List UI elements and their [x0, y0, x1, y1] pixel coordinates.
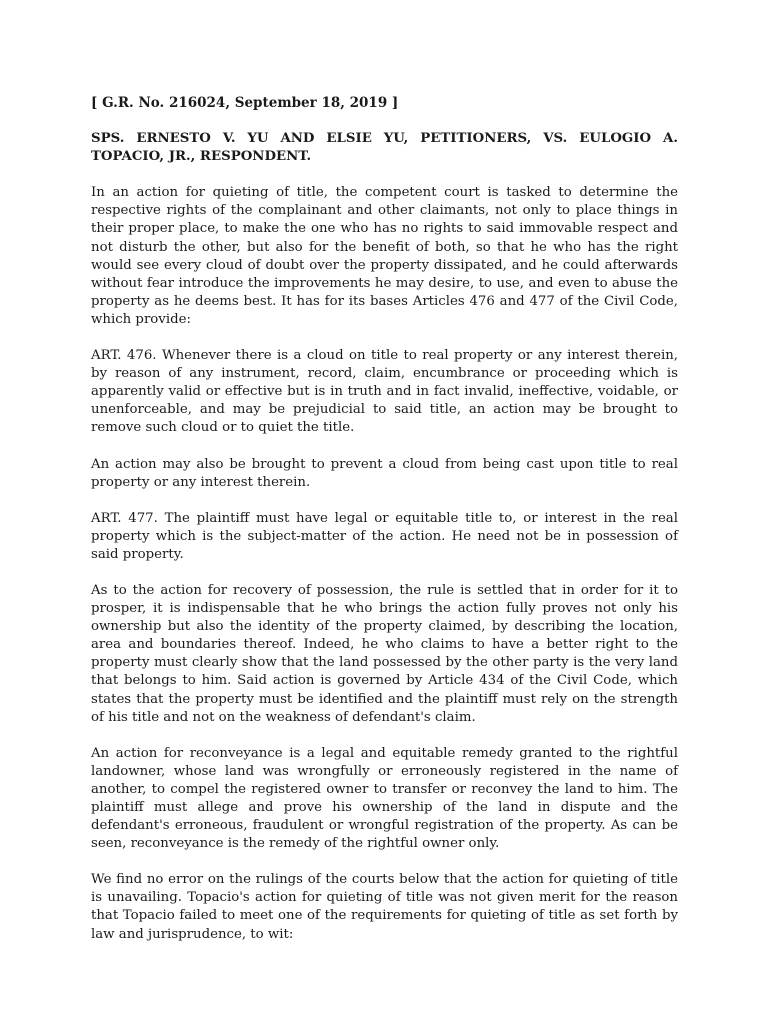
case-number: [ G.R. No. 216024, September 18, 2019 ]	[91, 95, 399, 111]
paragraph-ruling: We find no error on the rulings of the courts below that the action for quieting of title is unavailing. Topacio's action for quieting of title was not given merit for the reason that Topacio failed to meet one of the requirements for quieting of title as set forth by law and jurisprudence, to wit:	[91, 872, 678, 942]
paragraph-art-477: ART. 477. The plaintiff must have legal or equitable title to, or interest in the real property which is the subject-matter of the action. He need not be in possession of said property.	[91, 510, 678, 562]
paragraph-prevent-cloud: An action may also be brought to prevent a cloud from being cast upon title to real property or any interest therein.	[91, 456, 678, 490]
case-parties: SPS. ERNESTO V. YU AND ELSIE YU, PETITIONERS, VS. EULOGIO A. TOPACIO, JR., RESPONDENT.	[91, 131, 678, 165]
paragraph-art-476: ART. 476. Whenever there is a cloud on title to real property or any interest therein, by reason of any instrument, record, claim, encumbrance or proceeding which is apparently valid or effective but is in truth and in fact invalid, ineffective, voidable, or unenforceable, and may be prejudicial to said title, an action may be brought to remove such cloud or to quiet the title.	[91, 348, 678, 436]
paragraph-quieting-title-intro: In an action for quieting of title, the competent court is tasked to determine the respective rights of the complainant and other claimants, not only to place things in their proper place, to make the one who has no rights to said immovable respect and not disturb the other, but also for the benefit of both, so that he who has the right would see every cloud of doubt over the property dissipated, and he could afterwards without fear introduce the improvements he may desire, to use, and even to abuse the property as he deems best. It has for its bases Articles 476 and 477 of the Civil Code, which provide:	[91, 185, 678, 327]
paragraph-reconveyance: An action for reconveyance is a legal and equitable remedy granted to the rightful landowner, whose land was wrongfully or erroneously registered in the name of another, to compel the registered owner to transfer or reconvey the land to him. The plaintiff must allege and prove his ownership of the land in dispute and the defendant's erroneous, fraudulent or wrongful registration of the property. As can be seen, reconveyance is the remedy of the rightful owner only.	[91, 745, 678, 852]
paragraph-recovery-of-possession: As to the action for recovery of possession, the rule is settled that in order for it to prosper, it is indispensable that he who brings the action fully proves not only his ownership but also the identity of the property claimed, by describing the location, area and boundaries thereof. Indeed, he who claims to have a better right to the property must clearly show that the land possessed by the other party is the very land that belongs to him. Said action is governed by Article 434 of the Civil Code, which states that the property must be identified and the plaintiff must rely on the strength of his title and not on the weakness of defendant's claim.	[91, 582, 678, 725]
